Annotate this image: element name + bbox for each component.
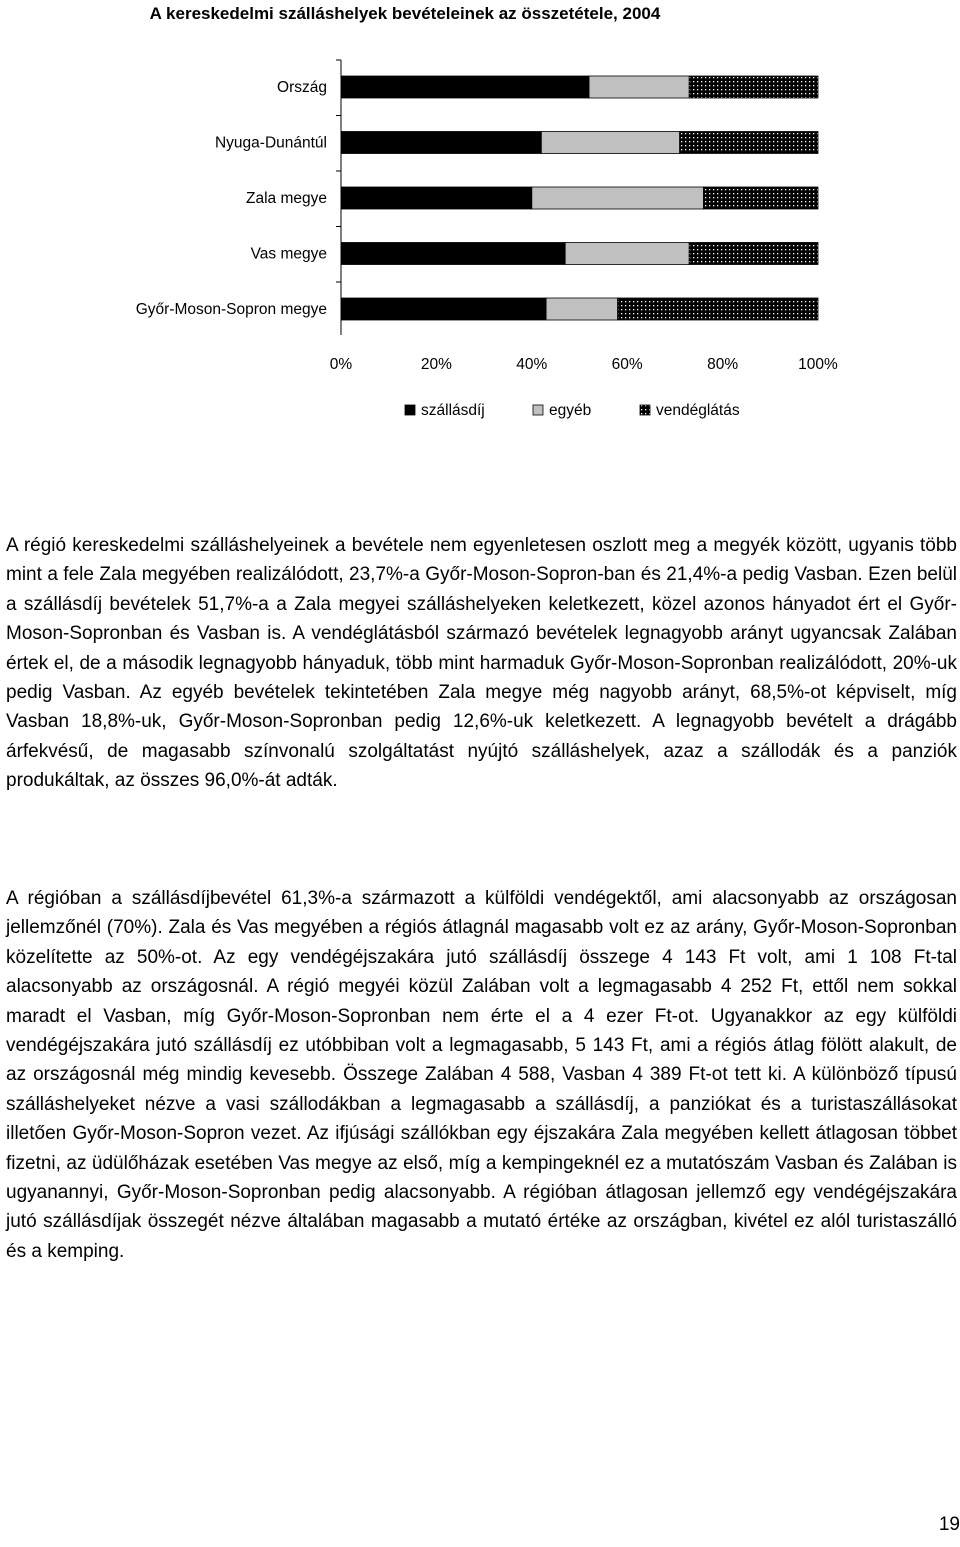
bar-segment-vendéglátás (689, 76, 818, 98)
x-tick-label: 40% (516, 356, 548, 373)
bar-segment-egyéb (541, 132, 679, 154)
bar-segment-vendéglátás (689, 243, 818, 265)
legend-label: vendéglátás (656, 402, 740, 419)
legend (405, 402, 740, 419)
category-label: Győr-Moson-Sopron megye (135, 301, 327, 318)
bar-segment-vendéglátás (680, 132, 818, 154)
bar-segment-szállásdíj (341, 187, 532, 209)
legend-swatch (533, 405, 543, 415)
bar-segment-vendéglátás (704, 187, 818, 209)
legend-label: egyéb (549, 402, 592, 419)
bar-segment-szállásdíj (341, 298, 546, 320)
x-tick-label: 20% (420, 356, 452, 373)
legend-swatch (640, 405, 650, 415)
bar-segment-vendéglátás (618, 298, 818, 320)
category-label: Ország (277, 79, 327, 96)
category-label: Vas megye (250, 245, 327, 263)
bar-segment-szállásdíj (341, 76, 589, 98)
bar-segment-egyéb (532, 187, 704, 209)
plot-area (136, 60, 818, 335)
legend-swatch (405, 405, 415, 415)
bar-segment-egyéb (565, 243, 689, 265)
x-tick-label: 80% (707, 356, 739, 373)
page-number: 19 (938, 1514, 960, 1535)
category-label: Zala megye (246, 190, 327, 207)
x-tick-label: 60% (611, 356, 643, 373)
bar-segment-szállásdíj (341, 132, 541, 154)
x-tick-label: 100% (798, 356, 838, 373)
category-label: Nyuga-Dunántúl (214, 134, 327, 152)
bar-segment-szállásdíj (341, 243, 565, 265)
body-paragraph-2: A régióban a szállásdíjbevétel 61,3%-a származott a külföldi vendégektől, ami alacsonyabb az országosan jellemzőnél (70%). Zala és Vas megyében a régiós átlagnál magasabb volt ez az arány, Győr-Moson-Sopronban közelítette az 50%-ot. Az egy vendégéjszakára jutó szállásdíj összege 4 143 Ft volt, ami 1 108 Ft-tal alacsonyabb az országosnál. A régió megyéi közül Zalában volt a legmagasabb 4 252 Ft, ettől nem sokkal maradt el Vasban, míg Győr-Moson-Sopronban nem érte el a 4 ezer Ft-ot. Ugyanakkor az egy külföldi vendégéjszakára jutó szállásdíj ez utóbbiban volt a legmagasabb, 5 143 Ft, ami a régiós átlag fölött alakult, de az országosnál még mindig kevesebb. Összege Zalában 4 588, Vasban 4 389 Ft-ot tett ki. A különböző típusú szálláshelyeket nézve a vasi szállodákban a legmagasabb a szállásdíj, a panziókat és a turistaszállásokat illetően Győr-Moson-Sopron vezet. Az ifjúsági szállókban egy éjszakára Zala megyében kellett átlagosan többet fizetni, az üdülőházak esetében Vas megye az első, míg a kempingeknél ez a mutatószám Vasban és Zalában is ugyanannyi, Győr-Moson-Sopronban pedig alacsonyabb. A régióban átlagosan jellemző egy vendégéjszakára jutó szállásdíjak összegét nézve általában magasabb a mutató értéke az országban, kivétel ez alól turistaszálló és a kemping. (6, 888, 957, 1262)
legend-label: szállásdíj (421, 402, 485, 419)
bar-segment-egyéb (589, 76, 689, 98)
stacked-bar-chart (0, 0, 960, 440)
x-tick-label: 0% (329, 356, 353, 373)
body-paragraph-1: A régió kereskedelmi szálláshelyeinek a bevétele nem egyenletesen oszlott meg a megyék között, ugyanis több mint a fele Zala megyében realizálódott, 23,7%-a Győr-Moson-Sopron-ban és 21,4%-a pedig Vasban. Ezen belül a szállásdíj bevételek 51,7%-a a Zala megyei szálláshelyeken keletkezett, közel azonos hányadot ért el Győr-Moson-Sopronban és Vasban is. A vendéglátásból származó bevételek legnagyobb arányt ugyancsak Zalában értek el, de a második legnagyobb hányaduk, több mint harmaduk Győr-Moson-Sopronban realizálódott, 20%-uk pedig Vasban. Az egyéb bevételek tekintetében Zala megye még nagyobb arányt, 68,5%-ot képviselt, míg Vasban 18,8%-uk, Győr-Moson-Sopronban pedig 12,6%-uk keletkezett. A legnagyobb bevételt a drágább árfekvésű, de magasabb színvonalú szolgáltatást nyújtó szálláshelyek, azaz a szállodák és a panziók produkáltak, az összes 96,0%-át adták. (6, 535, 957, 792)
bar-segment-egyéb (546, 298, 618, 320)
chart-title: A kereskedelmi szálláshelyek bevételeinek az összetétele, 2004 (149, 4, 661, 23)
x-axis (330, 356, 838, 373)
